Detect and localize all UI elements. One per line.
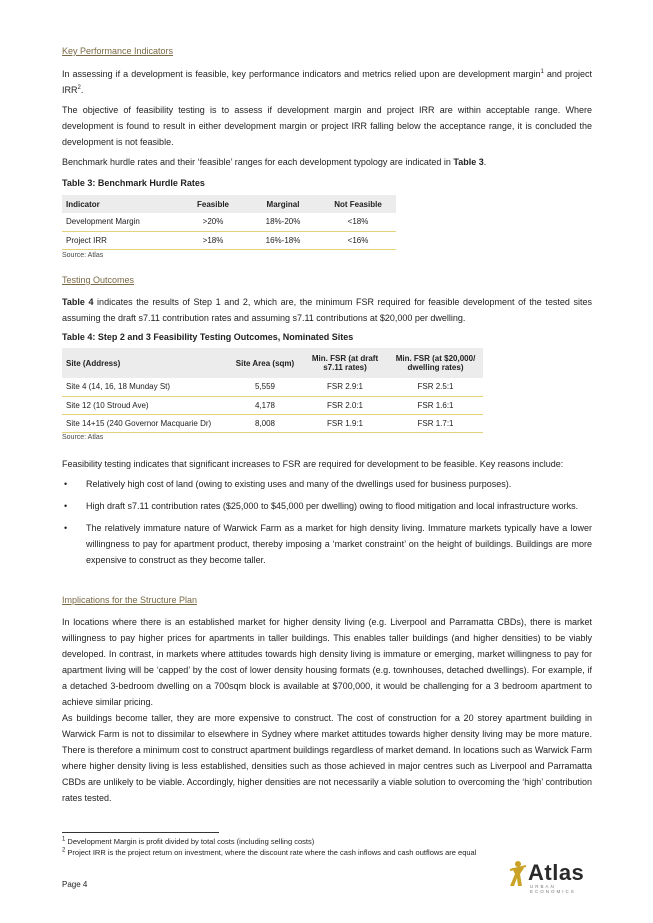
table3-header-cell: Not Feasible — [320, 195, 396, 213]
footnote-2 — [62, 848, 476, 857]
table3-reference: Table 3 — [453, 157, 484, 167]
footnote-divider — [62, 832, 219, 833]
table4-header-cell: Min. FSR (at draft s7.11 rates) — [302, 348, 388, 378]
table4-cell: FSR 1.6:1 — [388, 396, 483, 414]
table4-cell: Site 14+15 (240 Governor Macquarie Dr) — [62, 414, 228, 432]
table4-reference: Table 4 — [62, 297, 94, 307]
table3-cell: >18% — [180, 231, 246, 249]
page-number: Page 4 — [62, 880, 88, 889]
bullet-icon: • — [64, 501, 68, 511]
table3-cell: Development Margin — [62, 213, 180, 231]
table4-cell: FSR 2.9:1 — [302, 378, 388, 396]
footnote-ref-2[interactable]: 2 — [77, 85, 81, 91]
table3-cell: Project IRR — [62, 231, 180, 249]
table4-header-cell: Site Area (sqm) — [228, 348, 302, 378]
kpi-p3-text-a: Benchmark hurdle rates and their ‘feasible’ ranges for each development typology are indicated in — [62, 157, 454, 167]
reasons-list — [62, 476, 592, 568]
footnote-ref-1[interactable]: 1 — [540, 69, 544, 75]
table4-cell: 8,008 — [228, 414, 302, 432]
table3-header-cell: Marginal — [246, 195, 320, 213]
atlas-logo — [508, 860, 600, 892]
list-item-text: The relatively immature nature of Warwick Farm as a market for high density living. Immature markets typically have a lower willingness to pay for apartment product, thereby imposing a ‘market constraint’ on the height of buildings. Buildings are more expensive to construct as they become taller. — [86, 523, 592, 565]
bullet-icon: • — [64, 479, 68, 489]
list-item — [62, 476, 592, 492]
implications-paragraph-2: As buildings become taller, they are more expensive to construct. The cost of construction for a 20 storey apartment building in Warwick Farm is not to dissimilar to elsewhere in Sydney where market attitudes towards higher density living may be more mature. There is therefore a minimum cost to construct apartment buildings regardless of market demand. In locations such as Warwick Farm where higher density living is less established, densities such as those achieved in major centres such as Liverpool and Parramatta CBDs are unlikely to be viable. Accordingly, higher densities are not necessarily a viable solution to overcoming the ‘high’ contribution rates tested. — [62, 713, 592, 803]
testing-heading: Testing Outcomes — [62, 275, 135, 285]
logo-wordmark: Atlas — [528, 860, 585, 885]
table4-cell: FSR 2.5:1 — [388, 378, 483, 396]
table3-cell: >20% — [180, 213, 246, 231]
table3-source: Source: Atlas — [62, 252, 104, 259]
footnote-number: 1 — [62, 836, 66, 843]
table3-caption: Table 3: Benchmark Hurdle Rates — [62, 178, 205, 188]
reasons-intro: Feasibility testing indicates that significant increases to FSR are required for development to be feasible. Key reasons include: — [62, 459, 564, 469]
table4-cell: FSR 1.9:1 — [302, 414, 388, 432]
bullet-icon: • — [64, 523, 68, 533]
testing-paragraph — [62, 294, 592, 326]
footnote-text: Development Margin is profit divided by total costs (including selling costs) — [65, 837, 315, 846]
table4-header-row — [62, 348, 483, 378]
table4-source: Source: Atlas — [62, 434, 104, 441]
table-row — [62, 414, 483, 432]
table4-cell: Site 12 (10 Stroud Ave) — [62, 396, 228, 414]
kpi-paragraph-3 — [62, 154, 592, 170]
footnote-1 — [62, 837, 314, 846]
table3-header-cell: Indicator — [62, 195, 180, 213]
table4-header-cell: Min. FSR (at $20,000/ dwelling rates) — [388, 348, 483, 378]
table3-cell: <18% — [320, 213, 396, 231]
kpi-heading: Key Performance Indicators — [62, 46, 174, 56]
kpi-p1-text-c: . — [80, 85, 84, 95]
table3 — [62, 195, 396, 250]
kpi-paragraph-1 — [62, 66, 592, 98]
table-row — [62, 231, 396, 249]
table-row — [62, 378, 483, 396]
list-item — [62, 498, 592, 514]
table3-cell: 16%-18% — [246, 231, 320, 249]
table4-cell: FSR 2.0:1 — [302, 396, 388, 414]
kpi-paragraph-2: The objective of feasibility testing is to assess if development margin and project IRR are within acceptable range. Where development is found to result in either development margin or project IRR falling below the acceptance range, it is concluded the development is not feasible. — [62, 105, 592, 147]
table4-cell: 5,559 — [228, 378, 302, 396]
table3-header-cell: Feasible — [180, 195, 246, 213]
table-row — [62, 396, 483, 414]
table3-header-row — [62, 195, 396, 213]
table4-header-cell: Site (Address) — [62, 348, 228, 378]
logo-subtext: URBAN ECONOMICS — [530, 884, 576, 894]
table4-cell: Site 4 (14, 16, 18 Munday St) — [62, 378, 228, 396]
kpi-p1-text-b: and project IRR — [62, 69, 593, 95]
kpi-p3-text-c: . — [483, 157, 487, 167]
table-row — [62, 213, 396, 231]
table4 — [62, 348, 483, 433]
table3-cell: <16% — [320, 231, 396, 249]
table4-caption: Table 4: Step 2 and 3 Feasibility Testing Outcomes, Nominated Sites — [62, 332, 354, 342]
list-item — [62, 520, 592, 568]
list-item-text: Relatively high cost of land (owing to existing uses and many of the dwellings used for business purposes). — [86, 479, 512, 489]
table4-cell: 4,178 — [228, 396, 302, 414]
table4-cell: FSR 1.7:1 — [388, 414, 483, 432]
implications-paragraph-1: In locations where there is an established market for higher density living (e.g. Liverpool and Parramatta CBDs), there is market willingness to pay higher prices for apartments in taller buildings. This enables taller buildings (and higher densities) to be viably developed. In contrast, in markets where attitudes towards high density living is immature or emerging, market willingness to pay for apartment living will be ‘capped’ by the cost of lower density housing formats (e.g. townhouses, detached dwellings). For example, if a detached 3-bedroom dwelling on a 700sqm block is available at $700,000, it would be challenging for a 3 bedroom apartment to achieve similar pricing. — [62, 617, 592, 707]
kpi-p1-text-a: In assessing if a development is feasible, key performance indicators and metrics relied upon are development margin — [62, 69, 541, 79]
list-item-text: High draft s7.11 contribution rates ($25,000 to $45,000 per dwelling) owing to flood mitigation and local infrastructure works. — [86, 501, 579, 511]
testing-p1-text: indicates the results of Step 1 and 2, which are, the minimum FSR required for feasible development of the tested sites assuming the draft s7.11 contribution rates and assuming s7.11 contributions at $20,000 per dwelling. — [62, 297, 592, 323]
footnote-text: Project IRR is the project return on investment, where the discount rate where the cash inflows and cash outflows are equal — [65, 848, 477, 857]
footnote-number: 2 — [62, 847, 66, 854]
implications-heading: Implications for the Structure Plan — [62, 595, 198, 605]
table3-cell: 18%-20% — [246, 213, 320, 231]
